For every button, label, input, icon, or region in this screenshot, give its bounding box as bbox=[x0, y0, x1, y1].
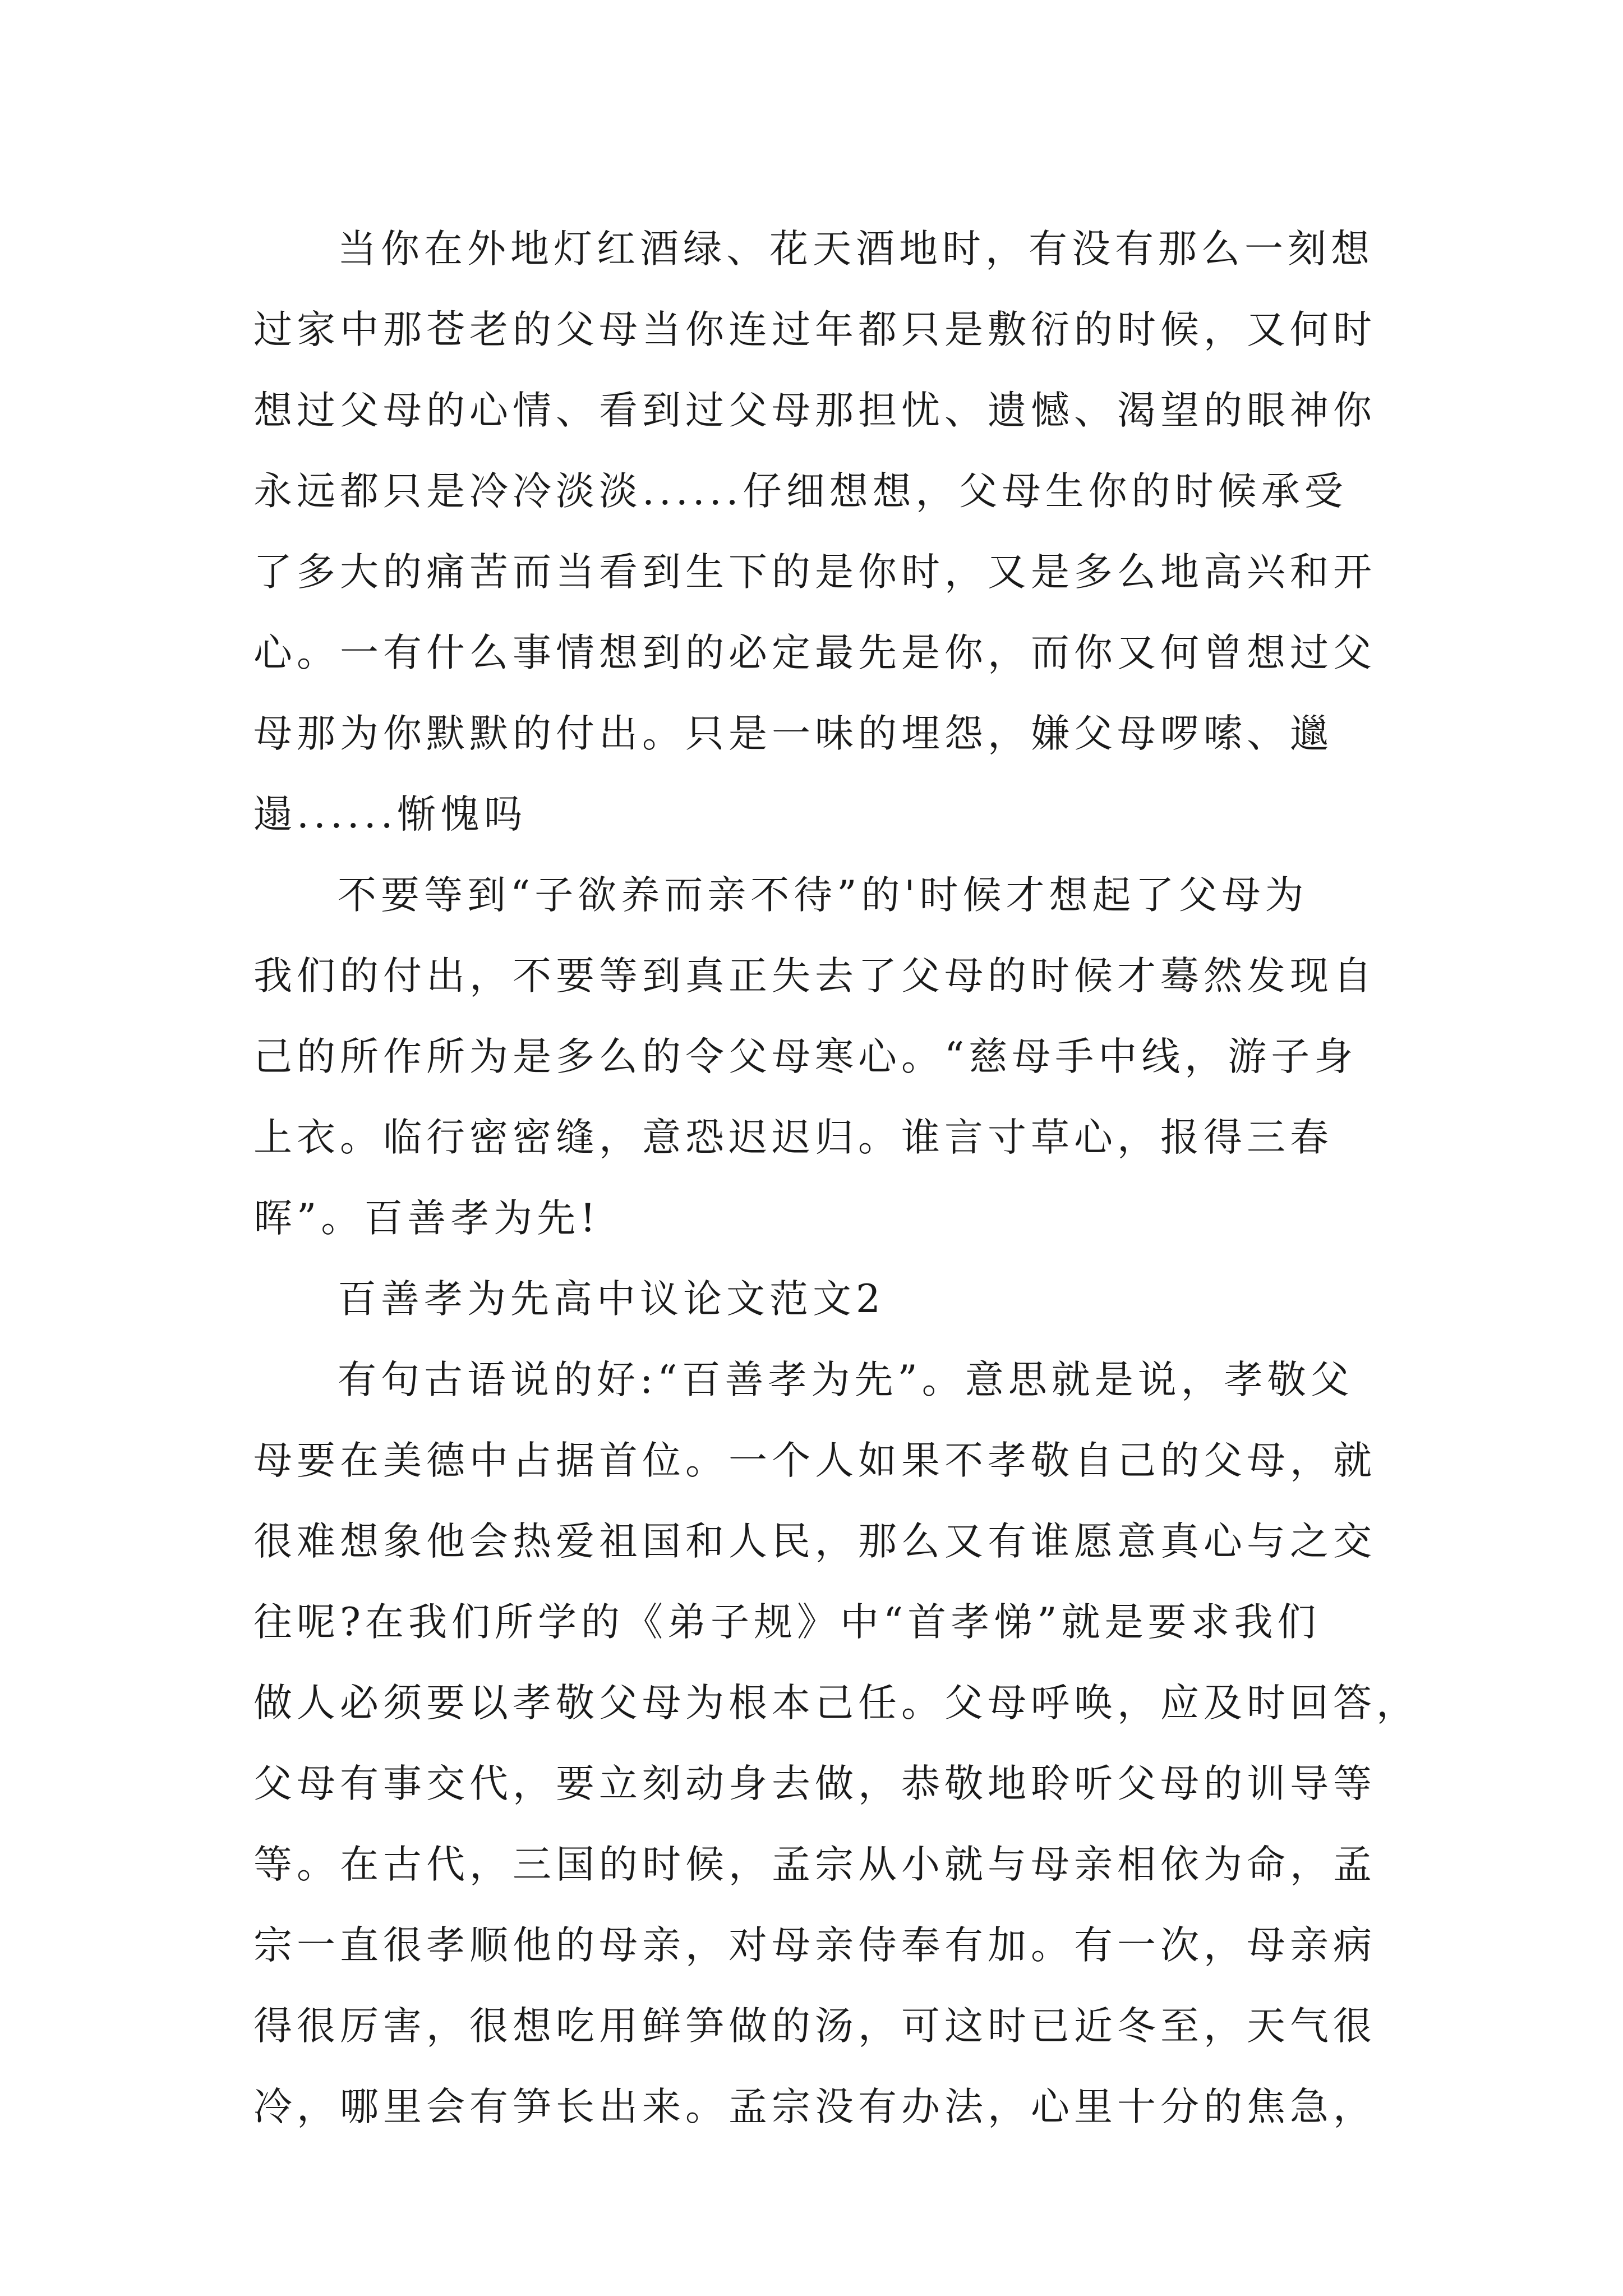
essay-body bbox=[253, 209, 1419, 2147]
text-line: 得很厉害，很想吃用鲜笋做的汤，可这时已近冬至，天气很 bbox=[253, 2004, 1376, 2049]
text-line: 很难想象他会热爱祖国和人民，那么又有谁愿意真心与之交 bbox=[253, 1519, 1376, 1564]
text-line: 母那为你默默的付出。只是一味的埋怨，嫌父母啰嗦、邋 bbox=[253, 711, 1333, 756]
paragraph-1 bbox=[253, 209, 1398, 855]
paragraph-3 bbox=[253, 1340, 1419, 2147]
section-heading bbox=[253, 1259, 1398, 1340]
text-line: 宗一直很孝顺他的母亲，对母亲侍奉有加。有一次，母亲病 bbox=[253, 1923, 1376, 1968]
text-line: 过家中那苍老的父母当你连过年都只是敷衍的时候，又何时 bbox=[253, 307, 1376, 352]
text-line: 心。一有什么事情想到的必定最先是你，而你又何曾想过父 bbox=[253, 631, 1376, 675]
text-line: 上衣。临行密密缝，意恐迟迟归。谁言寸草心，报得三春 bbox=[253, 1115, 1333, 1160]
text-line: 冷，哪里会有笋长出来。孟宗没有办法，心里十分的焦急， bbox=[253, 2085, 1376, 2129]
paragraph-2 bbox=[253, 855, 1398, 1259]
text-line: 当你在外地灯红酒绿、花天酒地时，有没有那么一刻想 bbox=[338, 227, 1374, 272]
text-line: 遢......惭愧吗 bbox=[253, 792, 527, 837]
text-line: 有句古语说的好:“百善孝为先”。意思就是说，孝敬父 bbox=[338, 1358, 1354, 1402]
text-line: 做人必须要以孝敬父母为根本己任。父母呼唤，应及时回答， bbox=[253, 1681, 1419, 1726]
text-line: 不要等到“子欲养而亲不待”的'时候才想起了父母为 bbox=[338, 873, 1308, 918]
text-line: 等。在古代，三国的时候，孟宗从小就与母亲相依为命，孟 bbox=[253, 1842, 1376, 1887]
text-line: 想过父母的心情、看到过父母那担忧、遗憾、渴望的眼神你 bbox=[253, 388, 1376, 433]
text-line: 永远都只是冷冷淡淡......仔细想想，父母生你的时候承受 bbox=[253, 469, 1348, 514]
text-line: 父母有事交代，要立刻动身去做，恭敬地聆听父母的训导等 bbox=[253, 1761, 1376, 1806]
text-line: 晖”。百善孝为先! bbox=[253, 1196, 601, 1241]
text-line: 母要在美德中占据首位。一个人如果不孝敬自己的父母，就 bbox=[253, 1438, 1376, 1483]
text-line: 己的所作所为是多么的令父母寒心。“慈母手中线，游子身 bbox=[253, 1034, 1358, 1079]
heading-text: 百善孝为先高中议论文范文2 bbox=[338, 1277, 885, 1322]
text-line: 了多大的痛苦而当看到生下的是你时，又是多么地高兴和开 bbox=[253, 550, 1376, 595]
text-line: 往呢?在我们所学的《弟子规》中“首孝悌”就是要求我们 bbox=[253, 1600, 1321, 1645]
text-line: 我们的付出，不要等到真正失去了父母的时候才蓦然发现自 bbox=[253, 954, 1376, 999]
